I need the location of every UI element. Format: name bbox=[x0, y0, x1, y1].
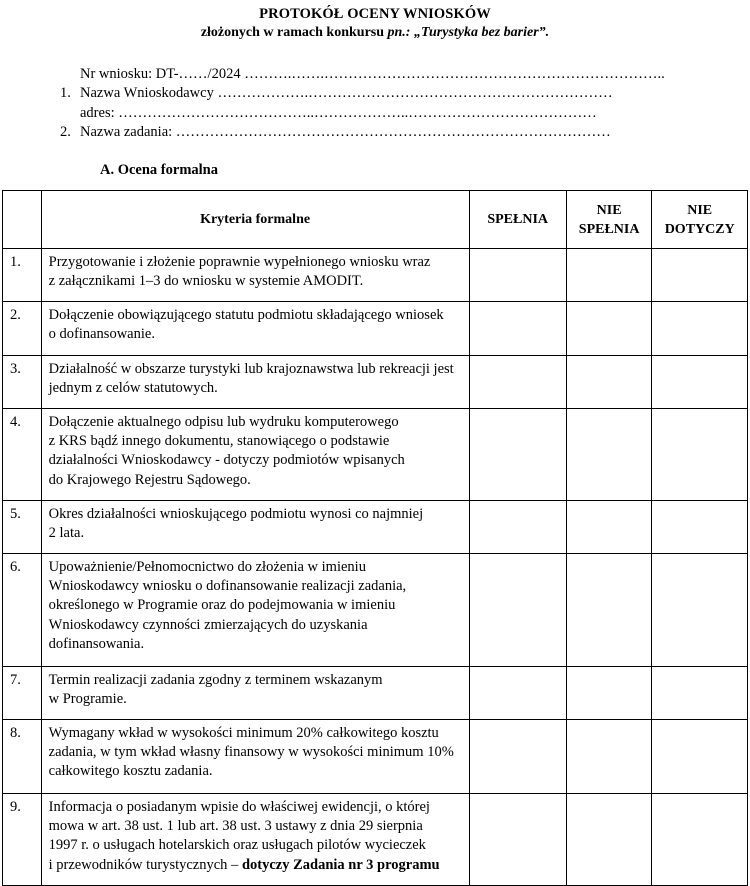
applicant-address-field: adres: …………………………………..………………..………………………………… bbox=[80, 105, 597, 121]
row-criterion bbox=[41, 302, 469, 356]
item-number: 2. bbox=[60, 124, 71, 140]
cell-not-meets[interactable] bbox=[566, 409, 652, 501]
cell-not-meets[interactable] bbox=[566, 302, 652, 356]
row-criterion bbox=[41, 249, 469, 302]
table-row bbox=[3, 554, 748, 667]
cell-not-applicable[interactable] bbox=[652, 554, 748, 667]
applicant-name-field bbox=[60, 85, 613, 102]
criterion-line: z załącznikami 1–3 do wniosku w systemie AMODIT. bbox=[48, 273, 364, 290]
cell-not-meets[interactable] bbox=[566, 501, 652, 554]
table-row bbox=[3, 409, 748, 501]
row-number: 6. bbox=[3, 554, 42, 667]
row-criterion bbox=[41, 409, 469, 501]
row-criterion bbox=[41, 667, 469, 720]
cell-not-applicable[interactable] bbox=[652, 501, 748, 554]
formal-criteria-table bbox=[2, 190, 748, 886]
criterion-line: Wymagany wkład w wysokości minimum 20% całkowitego kosztu bbox=[48, 725, 439, 741]
document-title: PROTOKÓŁ OCENY WNIOSKÓW bbox=[259, 6, 491, 22]
criterion-line: w Programie. bbox=[48, 691, 127, 708]
criterion-line: Upoważnienie/Pełnomocnictwo do złożenia w imieniu bbox=[48, 559, 366, 575]
cell-not-applicable[interactable] bbox=[652, 794, 748, 886]
criterion-line: Termin realizacji zadania zgodny z terminem wskazanym bbox=[48, 672, 383, 688]
cell-not-applicable[interactable] bbox=[652, 302, 748, 356]
criterion-line: Działalność w obszarze turystyki lub krajoznawstwa lub rekreacji jest bbox=[48, 361, 454, 377]
cell-meets[interactable] bbox=[469, 554, 566, 667]
header-meets: SPEŁNIA bbox=[469, 191, 566, 249]
header-not-meets-line2: SPEŁNIA bbox=[578, 221, 640, 237]
task-name-label: Nazwa zadania: ……………………………………………………………………………… bbox=[80, 124, 611, 140]
criterion-line: działalności Wnioskodawcy - dotyczy podmiotów wpisanych bbox=[48, 452, 405, 469]
cell-meets[interactable] bbox=[469, 720, 566, 794]
criterion-line: Wnioskodawcy wniosku o dofinansowanie realizacji zadania, bbox=[48, 578, 407, 595]
row-number: 3. bbox=[3, 356, 42, 409]
cell-meets[interactable] bbox=[469, 409, 566, 501]
task-name-field bbox=[60, 124, 611, 141]
criterion-line: Okres działalności wnioskującego podmiotu wynosi co najmniej bbox=[48, 506, 424, 522]
table-header-row bbox=[3, 191, 748, 249]
cell-meets[interactable] bbox=[469, 794, 566, 886]
header-index bbox=[3, 191, 42, 249]
cell-not-meets[interactable] bbox=[566, 667, 652, 720]
row-number: 4. bbox=[3, 409, 42, 501]
cell-not-applicable[interactable] bbox=[652, 667, 748, 720]
row-number: 2. bbox=[3, 302, 42, 356]
criterion-line: mowa w art. 38 ust. 1 lub art. 38 ust. 3 ustawy z dnia 29 sierpnia bbox=[48, 818, 423, 835]
criterion-line: całkowitego kosztu zadania. bbox=[48, 763, 213, 780]
cell-not-applicable[interactable] bbox=[652, 409, 748, 501]
row-criterion bbox=[41, 554, 469, 667]
criterion-line: z KRS bądź innego dokumentu, stanowiącego o podstawie bbox=[48, 433, 390, 450]
section-heading-formal: A. Ocena formalna bbox=[100, 162, 218, 178]
criterion-line: jednym z celów statutowych. bbox=[48, 380, 218, 397]
criterion-line: Dołączenie obowiązującego statutu podmiotu składającego wniosek bbox=[48, 307, 444, 323]
criterion-line-prefix: i przewodników turystycznych – bbox=[48, 856, 242, 873]
criterion-line: Informacja o posiadanym wpisie do właściwej ewidencji, o której bbox=[48, 799, 430, 815]
cell-not-applicable[interactable] bbox=[652, 249, 748, 302]
row-criterion bbox=[41, 501, 469, 554]
criterion-line: Wnioskodawcy czynności zmierzających do uzyskania bbox=[48, 616, 368, 633]
cell-not-meets[interactable] bbox=[566, 356, 652, 409]
row-number: 9. bbox=[3, 794, 42, 886]
item-number: 1. bbox=[60, 85, 71, 101]
table-row bbox=[3, 667, 748, 720]
cell-not-meets[interactable] bbox=[566, 720, 652, 794]
criterion-line: do Krajowego Rejestru Sądowego. bbox=[48, 471, 251, 488]
row-number: 5. bbox=[3, 501, 42, 554]
row-number: 1. bbox=[3, 249, 42, 302]
header-not-applicable bbox=[652, 191, 748, 249]
cell-meets[interactable] bbox=[469, 501, 566, 554]
criterion-line-bold: dotyczy Zadania nr 3 programu bbox=[241, 856, 440, 873]
table-row bbox=[3, 720, 748, 794]
cell-meets[interactable] bbox=[469, 667, 566, 720]
header-na-line2: DOTYCZY bbox=[664, 221, 735, 237]
cell-not-applicable[interactable] bbox=[652, 720, 748, 794]
criterion-line: 1997 r. o usługach hotelarskich oraz usługach pilotów wycieczek bbox=[48, 837, 426, 854]
header-not-meets bbox=[566, 191, 652, 249]
row-number: 7. bbox=[3, 667, 42, 720]
criterion-line: 2 lata. bbox=[48, 525, 85, 542]
table-row bbox=[3, 356, 748, 409]
criterion-line bbox=[49, 856, 463, 875]
row-criterion bbox=[41, 356, 469, 409]
table-row bbox=[3, 794, 748, 886]
table-row bbox=[3, 249, 748, 302]
criterion-line: zadania, w tym wkład własny finansowy w wysokości minimum 10% bbox=[48, 744, 454, 761]
cell-not-meets[interactable] bbox=[566, 794, 652, 886]
header-criteria: Kryteria formalne bbox=[41, 191, 469, 249]
header-not-meets-line1: NIE bbox=[596, 202, 622, 218]
cell-meets[interactable] bbox=[469, 356, 566, 409]
criterion-line: o dofinansowanie. bbox=[48, 326, 155, 343]
table-row bbox=[3, 302, 748, 356]
applicant-name-label: Nazwa Wnioskodawcy ……………….……………………………………………………… bbox=[80, 85, 613, 101]
cell-meets[interactable] bbox=[469, 302, 566, 356]
cell-not-meets[interactable] bbox=[566, 554, 652, 667]
criterion-line: określonego w Programie oraz do podejmowania w imieniu bbox=[48, 597, 396, 614]
cell-meets[interactable] bbox=[469, 249, 566, 302]
cell-not-meets[interactable] bbox=[566, 249, 652, 302]
subtitle-program-name: pn.: „Turystyka bez barier”. bbox=[387, 25, 550, 40]
application-number-field: Nr wniosku: DT-……/2024 ……….…….…………………………………………………………….. bbox=[80, 66, 665, 82]
table-row bbox=[3, 501, 748, 554]
subtitle-prefix: złożonych w ramach konkursu bbox=[200, 25, 388, 40]
cell-not-applicable[interactable] bbox=[652, 356, 748, 409]
row-number: 8. bbox=[3, 720, 42, 794]
row-criterion bbox=[41, 720, 469, 794]
criterion-line: dofinansowania. bbox=[48, 635, 145, 652]
header-na-line1: NIE bbox=[687, 202, 713, 218]
criterion-line: Przygotowanie i złożenie poprawnie wypełnionego wniosku wraz bbox=[48, 254, 431, 270]
document-subtitle bbox=[0, 25, 750, 41]
row-criterion bbox=[41, 794, 469, 886]
criterion-line: Dołączenie aktualnego odpisu lub wydruku komputerowego bbox=[48, 414, 399, 430]
